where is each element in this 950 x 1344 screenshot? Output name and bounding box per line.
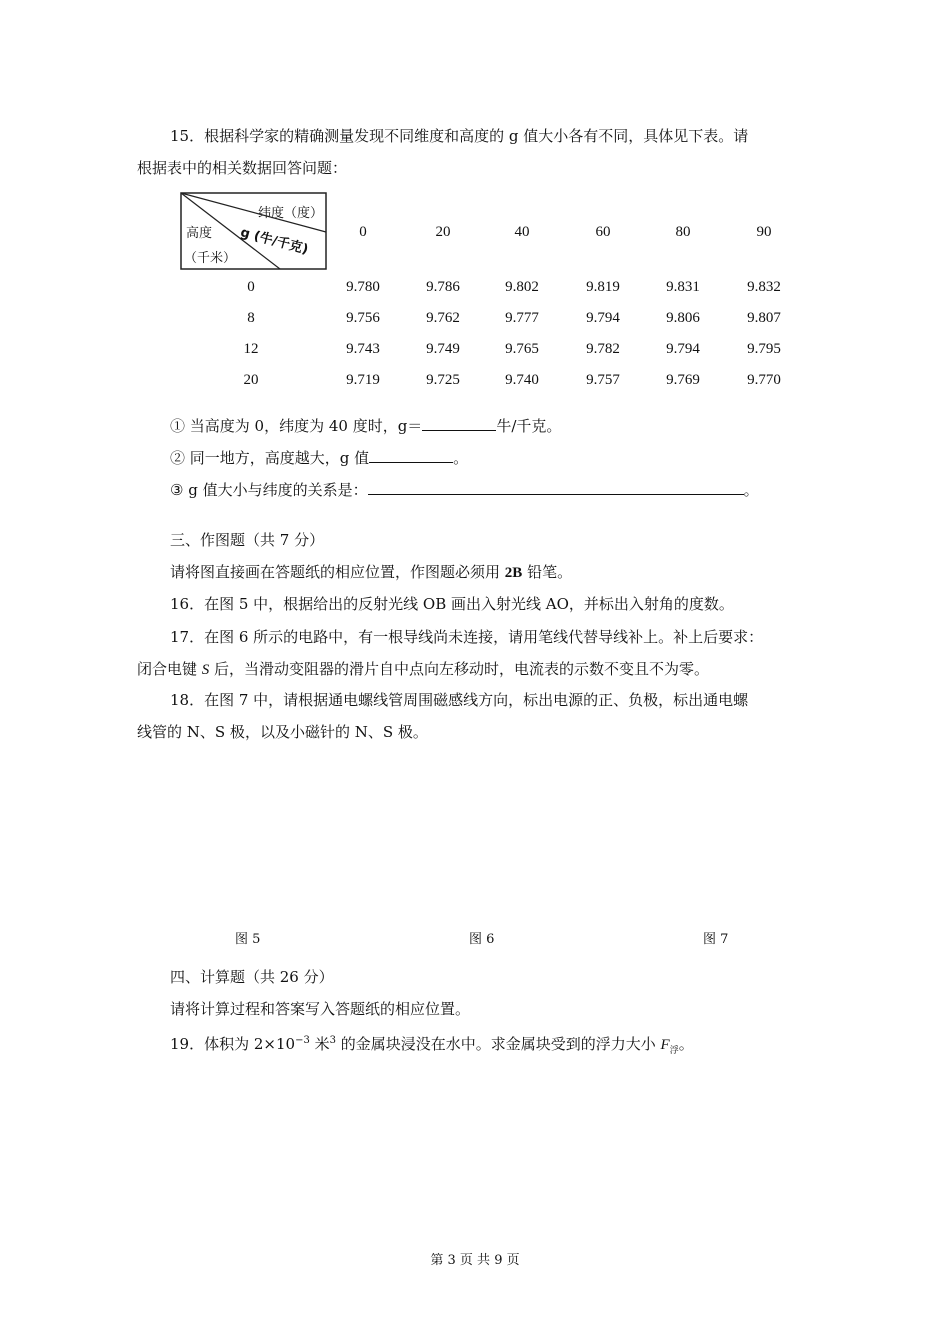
figure5-caption: 图 5: [235, 932, 261, 947]
corner-latitude-label: 纬度（度）: [258, 206, 324, 221]
section3-instruction: 请将图直接画在答题纸的相应位置，作图题必须用 2B 铅笔。: [170, 563, 573, 581]
table-cell: 9.794: [586, 310, 620, 326]
table-cell: 9.762: [426, 310, 460, 326]
table-cell: 9.807: [747, 310, 781, 326]
lat-header: 60: [595, 224, 611, 240]
corner-height-label: 高度: [186, 226, 213, 241]
height-cell: 20: [243, 372, 259, 388]
q19: 19．体积为 $2\times 10^{-3}$ 米$^3$ 的金属块浸没在水中。求金属块受到的浮力大小 $F_浮$。: [170, 1035, 694, 1056]
table-cell: 9.802: [505, 279, 539, 295]
height-cell: 8: [247, 310, 255, 326]
lat-header: 20: [435, 224, 451, 240]
table-cell: 9.832: [747, 279, 781, 295]
answer-blank[interactable]: [369, 448, 453, 463]
table-cell: 9.782: [586, 341, 620, 357]
table-cell: 9.743: [346, 341, 380, 357]
table-cell: 9.719: [346, 372, 380, 388]
table-cell: 9.819: [586, 279, 620, 295]
q17-line1: 17．在图 6 所示的电路中，有一根导线尚未连接，请用笔线代替导线补上。补上后要求：: [170, 628, 764, 646]
section3-title: 三、作图题（共 7 分）: [170, 531, 325, 549]
q15-line2: 根据表中的相关数据回答问题：: [137, 159, 348, 177]
corner-g-label: g (牛/千克): [238, 225, 310, 258]
q15-line1: 15．根据科学家的精确测量发现不同维度和高度的 g 值大小各有不同，具体见下表。请: [170, 127, 749, 145]
lat-header: 0: [359, 224, 367, 240]
table-cell: 9.831: [666, 279, 700, 295]
table-cell: 9.770: [747, 372, 781, 388]
table-cell: 9.765: [505, 341, 539, 357]
table-cell: 9.794: [666, 341, 700, 357]
page-footer: 第 3 页 共 9 页: [430, 1253, 520, 1268]
answer-blank[interactable]: [368, 480, 744, 495]
table-cell: 9.769: [666, 372, 700, 388]
q18-line1: 18．在图 7 中，请根据通电螺线管周围磁感线方向，标出电源的正、负极，标出通电螺: [170, 691, 749, 709]
q18-line2: 线管的 N、S 极，以及小磁针的 N、S 极。: [137, 723, 428, 741]
section4-instruction: 请将计算过程和答案写入答题纸的相应位置。: [170, 1000, 471, 1018]
section4-title: 四、计算题（共 26 分）: [170, 968, 334, 986]
q17-line2: 闭合电键 S 后，当滑动变阻器的滑片自中点向左移动时，电流表的示数不变且不为零。: [137, 660, 710, 678]
height-cell: 12: [243, 341, 259, 357]
figure6-caption: 图 6: [469, 932, 495, 947]
lat-header: 90: [756, 224, 772, 240]
height-cell: 0: [247, 279, 255, 295]
lat-header: 80: [675, 224, 691, 240]
table-cell: 9.806: [666, 310, 700, 326]
table-cell: 9.795: [747, 341, 781, 357]
q15-sub1: ① 当高度为 0，纬度为 40 度时，g＝ 牛/千克。: [170, 417, 562, 435]
figure7-caption: 图 7: [703, 932, 729, 947]
q15-sub2: ② 同一地方，高度越大，g 值 。: [170, 449, 469, 467]
table-cell: 9.786: [426, 279, 460, 295]
q15-sub3: ③ g 值大小与纬度的关系是： 。: [170, 481, 759, 499]
table-cell: 9.757: [586, 372, 620, 388]
answer-blank[interactable]: [422, 416, 496, 431]
q16: 16．在图 5 中，根据给出的反射光线 OB 画出入射光线 AO，并标出入射角的度数。: [170, 595, 734, 613]
table-cell: 9.725: [426, 372, 460, 388]
table-cell: 9.756: [346, 310, 380, 326]
table-cell: 9.740: [505, 372, 539, 388]
table-cell: 9.749: [426, 341, 460, 357]
corner-height-unit: （千米）: [184, 251, 237, 266]
table-corner-header: [180, 192, 327, 270]
table-cell: 9.777: [505, 310, 539, 326]
lat-header: 40: [514, 224, 530, 240]
table-cell: 9.780: [346, 279, 380, 295]
